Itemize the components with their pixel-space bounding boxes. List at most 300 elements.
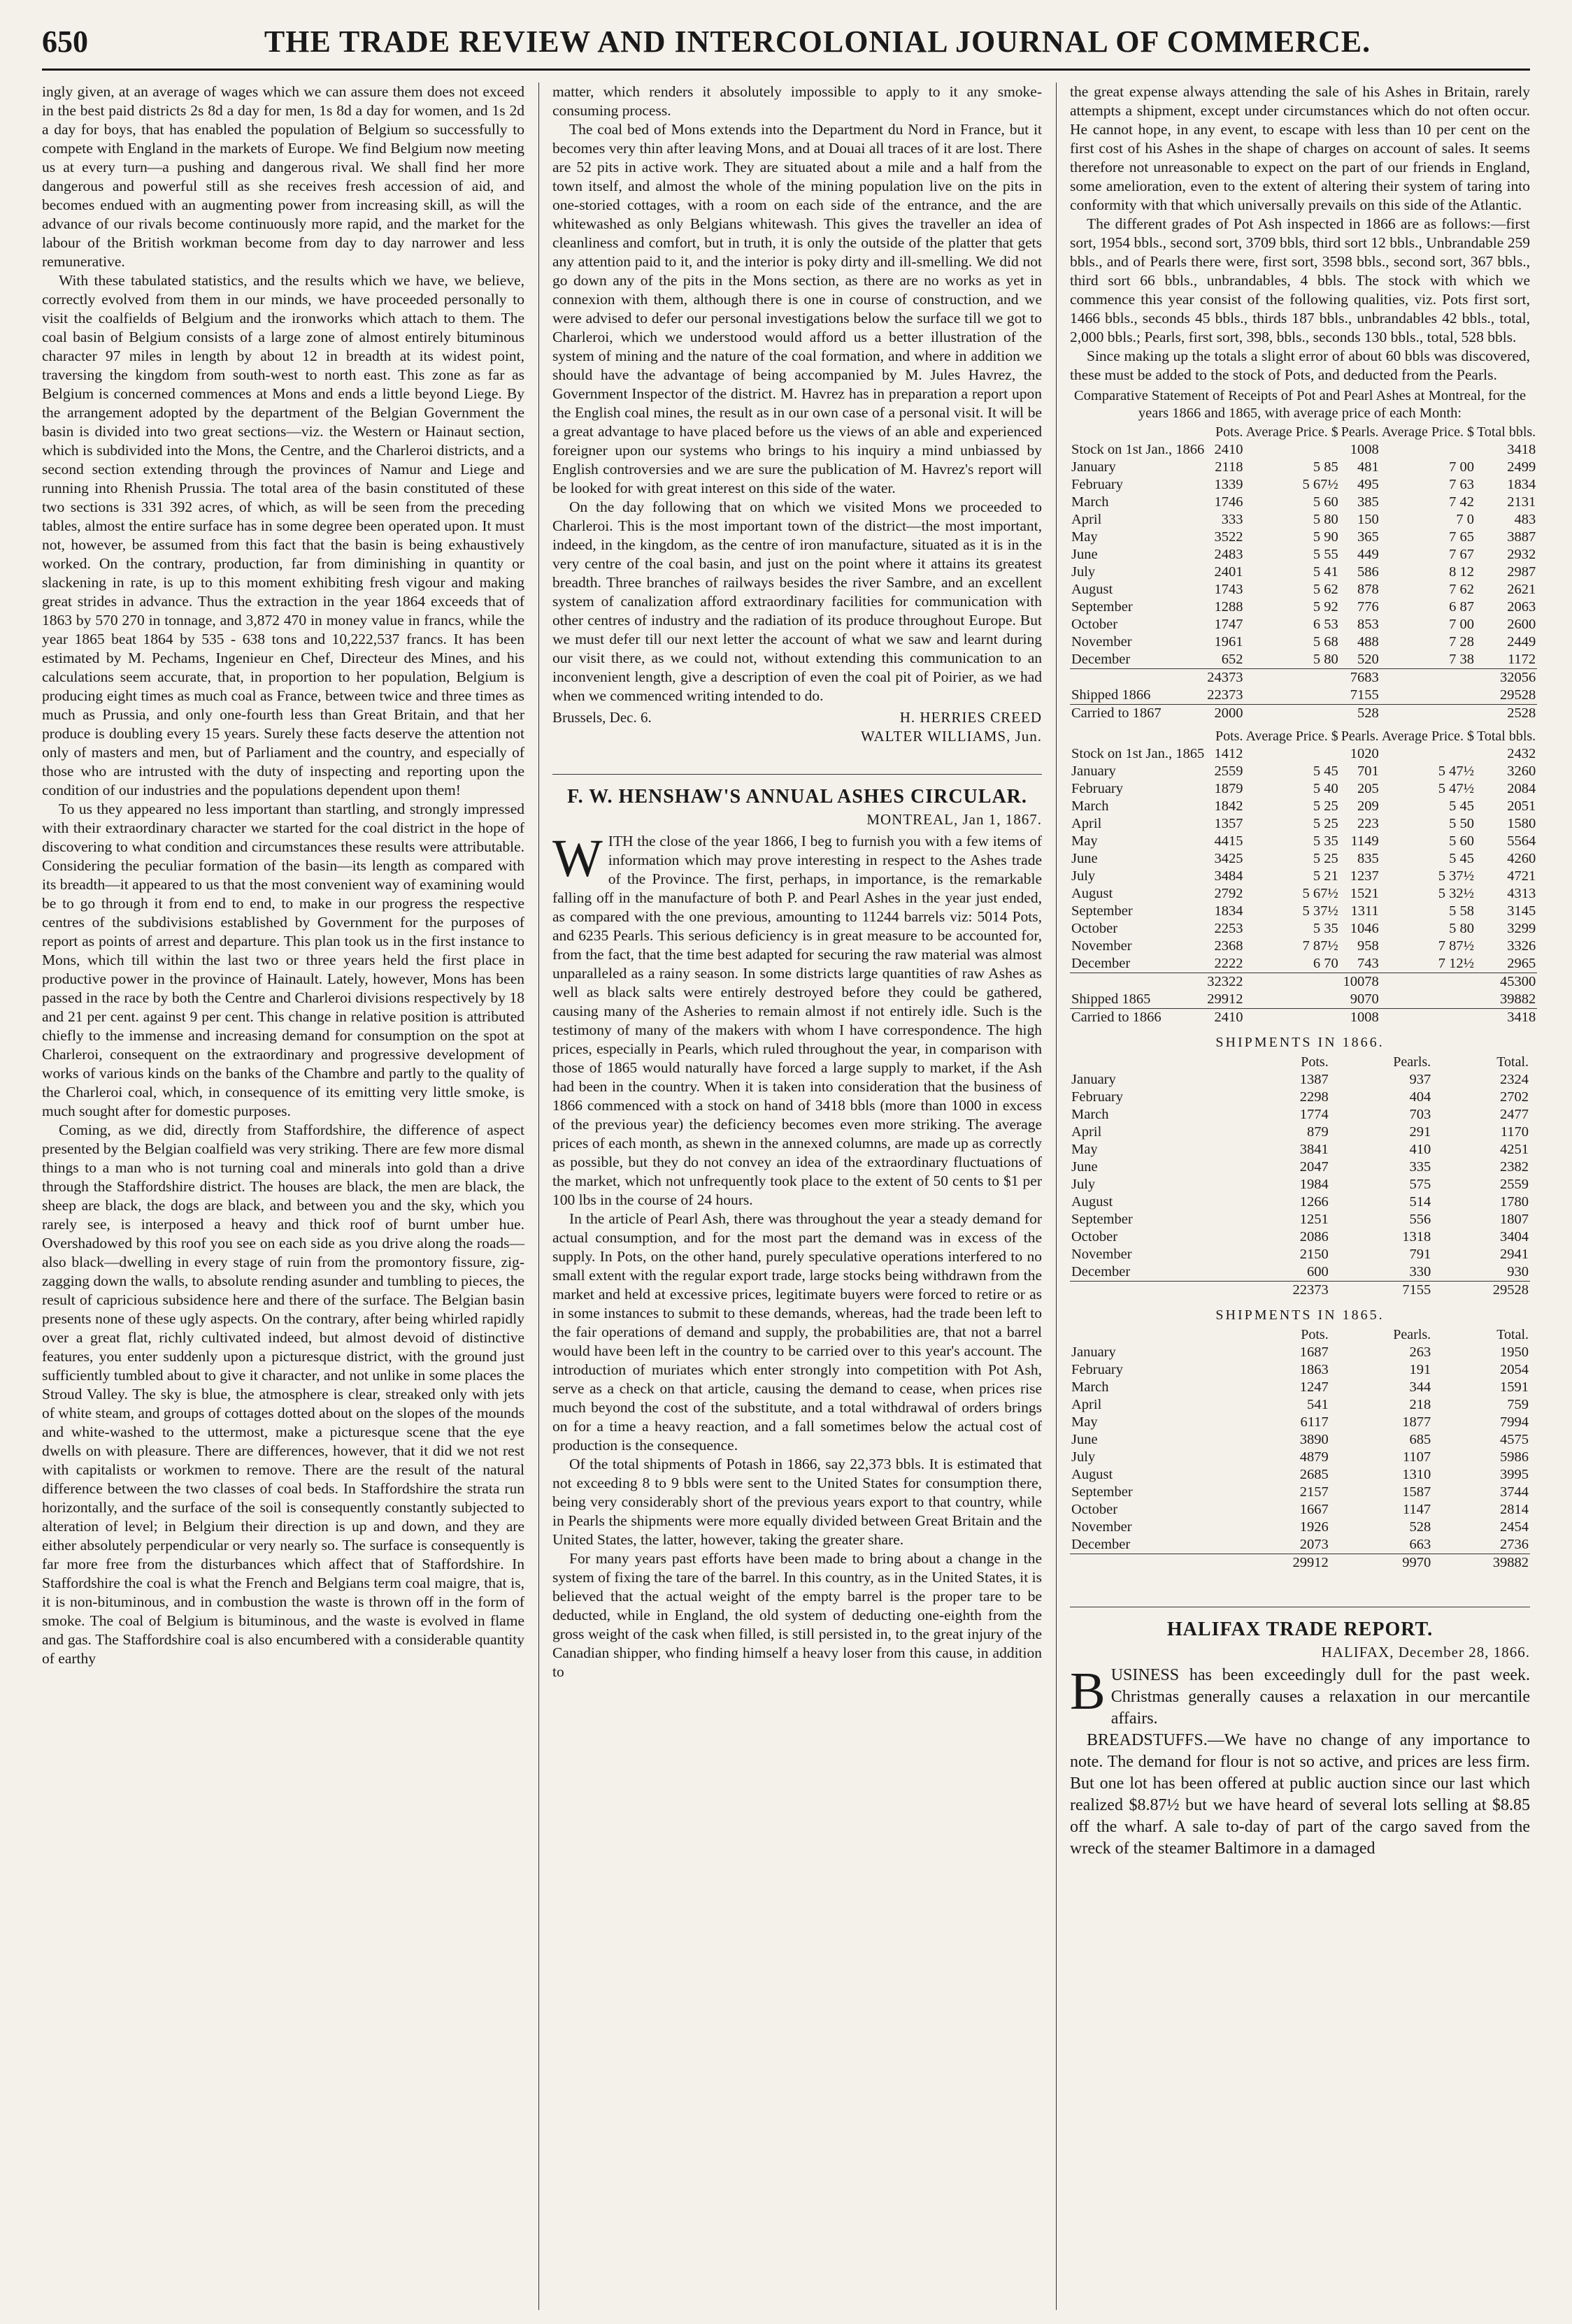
paragraph: Of the total shipments of Potash in 1866, say 22,373 bbls. It is estimated that not exceeding 8 to 9 bbls were sent to the United States for consumption there, being very considerably short of the previous years export to that country, while in Pearls the shipments were more equally divided between Great Britain and the United States, the latter, however, taking the greater share. xyxy=(552,1456,1042,1548)
table-cell: 2621 xyxy=(1507,582,1536,597)
table-row xyxy=(1070,511,1537,529)
table-cell: Average Price. $ xyxy=(1245,424,1338,440)
table-cell xyxy=(1380,687,1475,705)
table-cell: 2792 xyxy=(1214,886,1243,901)
table-cell: June xyxy=(1071,851,1098,866)
table-cell: 2086 xyxy=(1299,1229,1329,1245)
table-cell xyxy=(1244,669,1339,687)
table-row xyxy=(1070,1361,1530,1379)
table-cell: 2528 xyxy=(1475,705,1537,723)
table-cell xyxy=(1244,745,1339,763)
table-cell: 1743 xyxy=(1214,582,1243,597)
dateline: MONTREAL, Jan 1, 1867. xyxy=(866,811,1042,828)
table-cell: 32056 xyxy=(1475,669,1537,687)
table-cell: 7 28 xyxy=(1449,634,1475,650)
table-cell: April xyxy=(1071,1397,1102,1412)
table-cell: 2814 xyxy=(1500,1502,1529,1517)
table-row xyxy=(1070,1106,1530,1124)
table-cell: 703 xyxy=(1409,1107,1431,1122)
table-row xyxy=(1070,1396,1530,1414)
table-row xyxy=(1070,1159,1530,1176)
table-cell: 7 87½ xyxy=(1302,938,1338,954)
table-cell: Average Price. $ xyxy=(1245,729,1338,744)
table-row xyxy=(1070,564,1537,581)
table-cell: 743 xyxy=(1357,956,1379,971)
table-cell: 32322 xyxy=(1207,974,1243,989)
table-cell: 365 xyxy=(1357,529,1379,545)
table-row xyxy=(1070,833,1537,850)
column-2 xyxy=(552,83,1042,2310)
table-cell: 2401 xyxy=(1214,564,1243,580)
table-cell: Pots. xyxy=(1301,1054,1329,1070)
paragraph: matter, which renders it absolutely impossible to apply to it any smoke-consuming process. xyxy=(552,83,1042,119)
table-cell: 5 41 xyxy=(1313,564,1338,580)
receipts-1865-table xyxy=(1070,728,1537,1026)
table-row xyxy=(1070,1501,1530,1519)
table-cell: 520 xyxy=(1357,652,1379,667)
table-cell: 3418 xyxy=(1475,1009,1537,1027)
table-cell xyxy=(1380,669,1475,687)
column-divider xyxy=(538,83,539,2310)
table-cell: 776 xyxy=(1357,599,1379,615)
table-cell: 1008 xyxy=(1340,1009,1380,1027)
table-cell: April xyxy=(1071,816,1102,831)
table-cell: 5 55 xyxy=(1313,547,1338,562)
table-cell: 1310 xyxy=(1402,1467,1431,1482)
table-cell: 5 21 xyxy=(1313,868,1338,884)
table-cell xyxy=(1070,424,1206,441)
table-cell: 263 xyxy=(1409,1344,1431,1360)
table-cell: February xyxy=(1071,781,1124,796)
table-cell: 2324 xyxy=(1500,1072,1529,1087)
table-cell: 7994 xyxy=(1500,1414,1529,1430)
table-cell: 5 37½ xyxy=(1438,868,1475,884)
table-cell: 575 xyxy=(1409,1177,1431,1192)
paragraph: BREADSTUFFS.—We have no change of any importance to note. The demand for flour is not so active, and prices are less firm. But one lot has been offered at public auction since our last which realized $8.87½ but we have heard of several lots selling at $8.85 off the wharf. A sale to-day of part of the cargo saved from the wreck of the steamer Baltimore in a damaged xyxy=(1070,1731,1530,1858)
table-row xyxy=(1070,529,1537,546)
table-cell: Pearls. xyxy=(1341,729,1379,744)
table-header-row xyxy=(1070,424,1537,441)
table-cell: 29912 xyxy=(1207,991,1243,1007)
table-cell: 2382 xyxy=(1500,1159,1529,1175)
table-cell: October xyxy=(1071,617,1118,632)
table-row xyxy=(1070,494,1537,511)
table-cell: 5 35 xyxy=(1313,921,1338,936)
page-number: 650 xyxy=(42,24,88,59)
table-cell: 5 45 xyxy=(1449,851,1475,866)
table-cell: November xyxy=(1071,1519,1132,1535)
table-row xyxy=(1070,850,1537,868)
table-cell: 5 60 xyxy=(1449,833,1475,849)
table-cell: 7 38 xyxy=(1449,652,1475,667)
table-cell: July xyxy=(1071,868,1096,884)
paragraph: In the article of Pearl Ash, there was throughout the year a steady demand for actual consumption, and for the most part the demand was in excess of the supply. In Pots, on the other hand, purely speculative operations interfered to no small extent with the regular export trade, large stocks being withdrawn from the market and held at excessive prices, legitimate buyers were forced to retire or as in some instances to submit to these demands, whereas, had the trade been left to the fair operations of demand and supply, the probabilities are, that not a barrel would have been left in the country to be carried over to this year's account. The introduction of muriates which enter strongly into competition with Pot Ash, serve as a check on that article, causing the demand to cease, when prices rise much beyond the cost of the substitute, and a total withdrawal of orders brings on for a time a heavy reaction, and a fall sometimes below the actual cost of production is the consequence. xyxy=(552,1210,1042,1454)
table-cell: 5 37½ xyxy=(1302,903,1338,919)
table-cell: January xyxy=(1071,763,1116,779)
table-cell: Pots. xyxy=(1215,729,1243,744)
drop-cap: B xyxy=(1070,1662,1106,1721)
table-cell: 958 xyxy=(1357,938,1379,954)
table-cell: 1020 xyxy=(1350,746,1379,761)
table-cell: Average Price. $ xyxy=(1381,729,1475,744)
table-cell: 291 xyxy=(1409,1124,1431,1140)
article-title: F. W. HENSHAW'S ANNUAL ASHES CIRCULAR. xyxy=(552,774,1042,806)
signature-place: Brussels, Dec. 6. xyxy=(552,709,652,726)
table-cell: September xyxy=(1071,1484,1133,1500)
table-cell: February xyxy=(1071,1089,1124,1105)
table-cell: Carried to 1867 xyxy=(1070,705,1206,723)
table-cell: Carried to 1866 xyxy=(1070,1009,1206,1027)
table-cell: May xyxy=(1071,1142,1098,1157)
table-row xyxy=(1070,1141,1530,1159)
table-cell: March xyxy=(1071,1379,1109,1395)
table-cell: 1046 xyxy=(1350,921,1379,936)
table-cell: 4260 xyxy=(1507,851,1536,866)
table-cell: 2477 xyxy=(1500,1107,1529,1122)
table-row xyxy=(1070,1379,1530,1396)
table-cell: 528 xyxy=(1340,705,1380,723)
table-cell: 404 xyxy=(1409,1089,1431,1105)
table-row xyxy=(1070,1449,1530,1466)
table-cell: June xyxy=(1071,1159,1098,1175)
table-cell: 1412 xyxy=(1214,746,1243,761)
table-cell: July xyxy=(1071,1177,1096,1192)
table-cell: November xyxy=(1071,634,1132,650)
table-cell: 5 80 xyxy=(1449,921,1475,936)
table-cell: 5 47½ xyxy=(1438,763,1475,779)
table-cell: Total. xyxy=(1496,1054,1529,1070)
table-cell: 2736 xyxy=(1500,1537,1529,1552)
table-cell: 6 53 xyxy=(1313,617,1338,632)
dateline: HALIFAX, December 28, 1866. xyxy=(1321,1644,1530,1660)
table-cell: 1667 xyxy=(1299,1502,1329,1517)
table-cell: Pots. xyxy=(1215,424,1243,440)
table-cell: 2000 xyxy=(1206,705,1244,723)
table-cell: December xyxy=(1071,1264,1131,1279)
table-cell: 5 45 xyxy=(1449,798,1475,814)
table-cell: 5 50 xyxy=(1449,816,1475,831)
table-cell: 1961 xyxy=(1214,634,1243,650)
table-cell: 5986 xyxy=(1500,1449,1529,1465)
table-cell: 22373 xyxy=(1232,1282,1330,1300)
table-cell: 385 xyxy=(1357,494,1379,510)
table-cell: 2449 xyxy=(1507,634,1536,650)
table-row xyxy=(1070,955,1537,973)
table-cell: 930 xyxy=(1507,1264,1529,1279)
table-cell: 2410 xyxy=(1206,1009,1244,1027)
table-cell: 663 xyxy=(1409,1537,1431,1552)
table-cell: 3404 xyxy=(1500,1229,1529,1245)
table-cell xyxy=(1070,669,1206,687)
table-cell: 2047 xyxy=(1299,1159,1329,1175)
table-cell: 1387 xyxy=(1299,1072,1329,1087)
table-cell: 7 65 xyxy=(1449,529,1475,545)
table-cell: 10078 xyxy=(1340,973,1380,991)
table-cell xyxy=(1070,1054,1232,1071)
table-cell: Pearls. xyxy=(1393,1327,1431,1342)
table-cell: 759 xyxy=(1507,1397,1529,1412)
table-cell: 7155 xyxy=(1330,1282,1432,1300)
table-cell: 39882 xyxy=(1499,991,1536,1007)
table-row xyxy=(1070,476,1537,494)
table-cell: 7 42 xyxy=(1449,494,1475,510)
table-cell: January xyxy=(1071,1072,1116,1087)
table-row xyxy=(1070,745,1537,763)
signature-block xyxy=(552,708,1042,746)
table-cell: Average Price. $ xyxy=(1381,424,1475,440)
table-cell: 2063 xyxy=(1507,599,1536,615)
table-row xyxy=(1070,1071,1530,1089)
table-cell: 218 xyxy=(1409,1397,1431,1412)
table-cell: 6117 xyxy=(1300,1414,1329,1430)
table-cell: July xyxy=(1071,564,1096,580)
paragraph: For many years past efforts have been made to bring about a change in the system of fixing the tare of the barrel. In this country, as in the United States, it is believed that the actual weight of the empty barrel is the proper tare to be deducted, while in England, the old system of deducting one-eighth from the gross weight of the cask when filled, is still persisted in, to the great injury of the Canadian shipper, who finding himself a heavy loser from this cause, in addition to xyxy=(552,1550,1042,1680)
table-cell: 335 xyxy=(1409,1159,1431,1175)
table-cell: October xyxy=(1071,1502,1118,1517)
table-cell: January xyxy=(1071,459,1116,475)
table-cell: 835 xyxy=(1357,851,1379,866)
table-cell xyxy=(1244,991,1339,1009)
table-cell: December xyxy=(1071,1537,1131,1552)
table-cell: 330 xyxy=(1409,1264,1431,1279)
table-cell: 39882 xyxy=(1432,1554,1530,1572)
table-cell: 7 00 xyxy=(1449,459,1475,475)
table-cell: July xyxy=(1071,1449,1096,1465)
table-cell: 29528 xyxy=(1499,687,1536,703)
table-cell: 2368 xyxy=(1214,938,1243,954)
table-cell: 1774 xyxy=(1299,1107,1329,1122)
table-cell: 2987 xyxy=(1507,564,1536,580)
table-cell: 556 xyxy=(1409,1212,1431,1227)
table-cell: 6 70 xyxy=(1313,956,1338,971)
table-cell: 3425 xyxy=(1214,851,1243,866)
table-cell: 2157 xyxy=(1299,1484,1329,1500)
table-row xyxy=(1070,598,1537,616)
table-row xyxy=(1070,705,1537,723)
table-cell: 5 60 xyxy=(1313,494,1338,510)
table-cell: Total bbls. xyxy=(1477,424,1536,440)
table-cell: 7 62 xyxy=(1449,582,1475,597)
table-cell xyxy=(1070,973,1206,991)
table-cell: 1591 xyxy=(1500,1379,1529,1395)
table-row xyxy=(1070,1124,1530,1141)
paragraph: Coming, as we did, directly from Staffordshire, the difference of aspect presented by the Belgian coalfield was very striking. There are few more dismal things to a man who is not turning coal and minerals into gold than a drive through the Staffordshire district. The houses are black, the men are black, the sheep are black, the dogs are black, and between you and the sky, which you rarely see, is interposed a heavy and thick roof of burnt umber hue. Overshadowed by this roof you see on each side as you drive along the roads—also black—dwelling in every stage of ruin from the promontory fissure, zig-zagging down the walls, to absolute rending asunder and tumbling to pieces, the result of capricious subsidence here and there of the surface. The Belgian basin presents none of these ugly aspects. On the contrary, after being whirled rapidly over a great flat, richly cultivated indeed, but almost devoid of distinctive features, you enter suddenly upon a picturesque district, with the ground just sufficiently tumbled about to give it character, and not unlike in some places the Stroud Valley. The sky is blue, the atmosphere is clear, streaked only with jets of white steam, and groups of cottages dotted about on the slopes of the mounds and white-washed to the uttermost, make a picturesque scene that the eye dwells on with pleasure. There are differences, however, that it did we not rest with capitalists or workmen to remove. There are the result of the natural difference between the two classes of coal beds. In Staffordshire the strata run horizontally, and the surface of the soil is consequently constantly subjected to alteration of level; in Belgium their direction is up and down, and they are either absolutely perpendicular or very nearly so. The surface is consequently is far more free from the disturbances which affect that of Staffordshire. In Staffordshire the coal is what the French and Belgians term coal maigre, that is, it is non-bituminous, and in combustion the waste is thrown off in the form of smoke. The coal of Belgium is bituminous, and the waste is evolved in flame and gas. The Staffordshire coal is also encumbered with a considerable quantity of earthy xyxy=(42,1121,524,1667)
table-cell: 1008 xyxy=(1350,442,1379,457)
table-cell: 1318 xyxy=(1402,1229,1431,1245)
table-cell: Pearls. xyxy=(1393,1054,1431,1070)
table-caption: Comparative Statement of Receipts of Pot and Pearl Ashes at Montreal, for the years 1866 and 1865, with average price of each Month: xyxy=(1073,388,1527,421)
table-cell xyxy=(1244,687,1339,705)
table-cell xyxy=(1380,441,1475,459)
table-total-row xyxy=(1070,973,1537,991)
table-cell: 879 xyxy=(1306,1124,1329,1140)
table-cell: 5 35 xyxy=(1313,833,1338,849)
receipts-1866-table xyxy=(1070,424,1537,722)
paragraph: Since making up the totals a slight error of about 60 bbls was discovered, these must be added to the stock of Pots, and deducted from the Pearls. xyxy=(1070,347,1530,383)
table-cell: Stock on 1st Jan., 1865 xyxy=(1071,746,1205,761)
table-cell: 1926 xyxy=(1299,1519,1329,1535)
table-cell: 5 32½ xyxy=(1438,886,1475,901)
table-cell: 483 xyxy=(1514,512,1536,527)
table-cell: February xyxy=(1071,477,1124,492)
table-row xyxy=(1070,633,1537,651)
table-cell: 2499 xyxy=(1507,459,1536,475)
table-cell xyxy=(1244,973,1339,991)
table-cell: 488 xyxy=(1357,634,1379,650)
table-cell: 2432 xyxy=(1507,746,1536,761)
table-cell: 5 25 xyxy=(1313,816,1338,831)
table-cell: 2600 xyxy=(1507,617,1536,632)
table-cell: September xyxy=(1071,903,1133,919)
table-cell: 1807 xyxy=(1500,1212,1529,1227)
table-row xyxy=(1070,991,1537,1009)
table-cell: May xyxy=(1071,1414,1098,1430)
table-cell: Total bbls. xyxy=(1477,729,1536,744)
table-cell: 1746 xyxy=(1214,494,1243,510)
table-cell: June xyxy=(1071,547,1098,562)
table-cell: 5 80 xyxy=(1313,652,1338,667)
table-cell: 8 12 xyxy=(1449,564,1475,580)
table-cell: 22373 xyxy=(1207,687,1243,703)
table-row xyxy=(1070,763,1537,780)
table-cell: 7 63 xyxy=(1449,477,1475,492)
table-cell: 3890 xyxy=(1299,1432,1329,1447)
table-cell: March xyxy=(1071,798,1109,814)
table-cell: March xyxy=(1071,1107,1109,1122)
table-cell: 5 45 xyxy=(1313,763,1338,779)
table-cell: 2685 xyxy=(1299,1467,1329,1482)
table-cell: 29912 xyxy=(1232,1554,1330,1572)
table-cell: 2054 xyxy=(1500,1362,1529,1377)
table-cell: 2965 xyxy=(1507,956,1536,971)
table-cell: 5 25 xyxy=(1313,798,1338,814)
table-row xyxy=(1070,1228,1530,1246)
table-cell: 7 87½ xyxy=(1438,938,1475,954)
table-cell: 5 80 xyxy=(1313,512,1338,527)
table-cell: 481 xyxy=(1357,459,1379,475)
table-cell: June xyxy=(1071,1432,1098,1447)
table-row xyxy=(1070,885,1537,903)
table-cell: 2559 xyxy=(1500,1177,1529,1192)
table-cell: 1357 xyxy=(1214,816,1243,831)
table-cell: 3522 xyxy=(1214,529,1243,545)
table-cell: 150 xyxy=(1357,512,1379,527)
table-row xyxy=(1070,1193,1530,1211)
table-cell: 1311 xyxy=(1350,903,1379,919)
table-cell: 1149 xyxy=(1350,833,1379,849)
table-cell: 5 90 xyxy=(1313,529,1338,545)
table-row xyxy=(1070,815,1537,833)
table-header-row xyxy=(1070,728,1537,745)
table-cell: 2932 xyxy=(1507,547,1536,562)
column-divider xyxy=(1056,83,1057,2310)
paragraph: WITH the close of the year 1866, I beg to furnish you with a few items of information which may prove interesting in respect to the Ashes trade of the Province. The first, perhaps, in importance, is the remarkable falling off in the manufacture of both P. and Pearl Ashes in the year just ended, as compared with the one previous, amounting to 11244 barrels viz: 5014 Pots, and 6235 Pearls. This serious deficiency is in great measure to be accounted for, from the fact, that the time best adapted for securing the raw material was almost unparalleled as a rainy season. In some districts large quantities of raw Ashes as well as black salts were entirely destroyed before they could be gathered, causing many of the Asheries to remain almost if not entirely idle. Such is the testimony of many of the makers with whom I have correspondence. The high prices, especially in Pearls, which ruled throughout the year, in comparison with those of 1865 would naturally have forced a large supply to market, if the Ash had been in the country. When it is taken into consideration that the business of 1866 commenced with a stock on hand of 3418 bbls (more than 1000 in excess of the previous year) the deficiency becomes even more striking. The average prices of each month, as shewn in the annexed columns, are made up as correctly as possible, but they do not convey an idea of the extraordinary fluctuations of the market, which not unfrequently took place to the extent of 50 cents to $1 per 100 lbs in the course of 24 hours. xyxy=(552,829,1042,1208)
table-cell xyxy=(1070,1326,1232,1344)
table-cell xyxy=(1070,1554,1232,1572)
table-cell: 1863 xyxy=(1299,1362,1329,1377)
table-row xyxy=(1070,1414,1530,1431)
masthead xyxy=(42,14,1530,71)
table-cell: 1687 xyxy=(1299,1344,1329,1360)
shipments-1866-table xyxy=(1070,1054,1530,1299)
table-cell: 4313 xyxy=(1507,886,1536,901)
table-cell: 1984 xyxy=(1299,1177,1329,1192)
table-cell: 541 xyxy=(1306,1397,1329,1412)
table-cell: 2051 xyxy=(1507,798,1536,814)
table-cell: 2483 xyxy=(1214,547,1243,562)
table-cell: 3145 xyxy=(1507,903,1536,919)
table-cell: 2073 xyxy=(1299,1537,1329,1552)
table-row xyxy=(1070,903,1537,920)
table-cell: Shipped 1866 xyxy=(1071,687,1151,703)
table-cell xyxy=(1244,441,1339,459)
table-row xyxy=(1070,1484,1530,1501)
table-cell: 5 85 xyxy=(1313,459,1338,475)
table-cell: August xyxy=(1071,582,1113,597)
column-3 xyxy=(1070,83,1536,2310)
table-row xyxy=(1070,1263,1530,1282)
table-cell xyxy=(1244,705,1339,723)
table-row xyxy=(1070,938,1537,955)
table-cell: 1147 xyxy=(1402,1502,1431,1517)
paragraph: BUSINESS has been exceedingly dull for the past week. Christmas generally causes a relaxation in our mercantile affairs. xyxy=(1070,1662,1530,1728)
paragraph: the great expense always attending the sale of his Ashes in Britain, rarely attempts a shipment, except under circumstances which do not often occur. He cannot hope, in any event, to escape with less than 10 per cent on the first cost of his Ashes in the shape of charges on account of sales. It seems therefore not unreasonable to expect on the part of our friends in England, some amelioration, even to the extent of altering their system of taring into conformity with that which universally prevails on this side of the Atlantic. xyxy=(1070,83,1530,213)
paragraph: ingly given, at an average of wages which we can assure them does not exceed in the best paid districts 2s 8d a day for men, 1s 8d a day for women, and 1s 2d a day for boys, that has enabled the population of Belgium so successfully to compete with England in the markets of Europe. We find Belgium now meeting us at every turn—a pushing and dangerous rival. We shall find her more dangerous and powerful still as she receives fresh accession of aid, and becomes endued with an augmenting power from increasing skill, as will the advance of our rivals become continuously more rapid, and the market for the labour of the British workman become from day to day narrower and less remunerative. xyxy=(42,83,524,270)
table-cell: 4415 xyxy=(1214,833,1243,849)
table-cell: 29528 xyxy=(1432,1282,1530,1300)
table-row xyxy=(1070,798,1537,815)
shipments-1865-table xyxy=(1070,1326,1530,1572)
table-cell: October xyxy=(1071,921,1118,936)
table-cell: 1288 xyxy=(1214,599,1243,615)
table-row xyxy=(1070,920,1537,938)
table-cell: December xyxy=(1071,652,1131,667)
table-cell: 1237 xyxy=(1350,868,1379,884)
table-cell: Shipped 1865 xyxy=(1071,991,1151,1007)
table-cell: 24373 xyxy=(1207,670,1243,685)
table-cell: 7 00 xyxy=(1449,617,1475,632)
table-cell: Pots. xyxy=(1301,1327,1329,1342)
table-cell: August xyxy=(1071,1194,1113,1210)
table-cell: 2559 xyxy=(1214,763,1243,779)
table-cell: 1339 xyxy=(1214,477,1243,492)
table-total-row xyxy=(1070,1282,1530,1300)
table-cell: 4721 xyxy=(1507,868,1536,884)
table-cell: 2084 xyxy=(1507,781,1536,796)
table-row xyxy=(1070,441,1537,459)
table-cell: 3418 xyxy=(1507,442,1536,457)
table-cell: 1247 xyxy=(1299,1379,1329,1395)
table-cell: 3260 xyxy=(1507,763,1536,779)
table-row xyxy=(1070,868,1537,885)
signature-name: WALTER WILLIAMS, Jun. xyxy=(861,728,1042,745)
table-cell: 5 47½ xyxy=(1438,781,1475,796)
table-cell: 2941 xyxy=(1500,1247,1529,1262)
table-cell: 701 xyxy=(1357,763,1379,779)
table-cell: 5 67½ xyxy=(1302,477,1338,492)
table-cell: 495 xyxy=(1357,477,1379,492)
table-row xyxy=(1070,1466,1530,1484)
table-cell: 7683 xyxy=(1340,669,1380,687)
table-cell xyxy=(1244,1009,1339,1027)
table-cell: 5564 xyxy=(1507,833,1536,849)
table-cell: September xyxy=(1071,1212,1133,1227)
table-cell: 1879 xyxy=(1214,781,1243,796)
shipments-1866-title: SHIPMENTS IN 1866. xyxy=(1215,1035,1385,1050)
table-cell: April xyxy=(1071,1124,1102,1140)
table-cell: 1834 xyxy=(1507,477,1536,492)
table-cell: 3326 xyxy=(1507,938,1536,954)
